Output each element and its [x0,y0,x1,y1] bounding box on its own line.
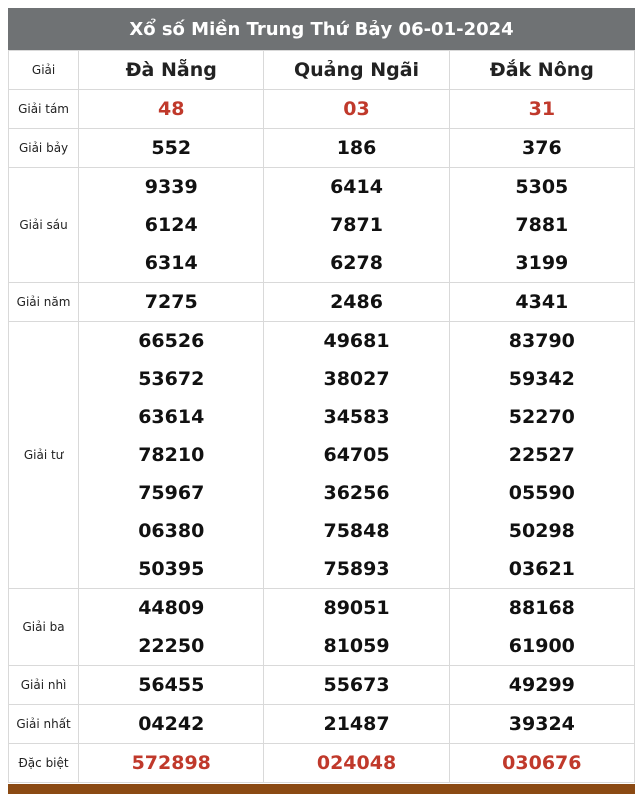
prize-number: 38027 [323,368,390,390]
prize-cell [449,666,634,705]
prize-number: 03621 [508,558,575,580]
results-container [8,8,635,783]
prize-number: 61900 [508,635,575,657]
prize-cell [449,744,634,783]
prize-number: 04242 [138,713,205,735]
prize-row [9,129,635,168]
prize-cell [264,322,449,589]
prize-number: 83790 [508,330,575,352]
prize-number: 89051 [323,597,390,619]
prize-number: 06380 [138,520,205,542]
prize-cell [79,744,264,783]
prize-number: 64705 [323,444,390,466]
province-name: Đà Nẵng [79,51,264,90]
prize-number: 7275 [144,291,198,313]
prize-number: 66526 [138,330,205,352]
prize-number: 39324 [508,713,575,735]
prize-number: 78210 [138,444,205,466]
prize-number: 48 [158,98,185,120]
prize-cell [79,168,264,283]
prize-number: 75967 [138,482,205,504]
prize-row [9,705,635,744]
prize-number: 88168 [508,597,575,619]
results-table [8,50,635,783]
prize-cell [264,90,449,129]
prize-number: 49299 [508,674,575,696]
prize-number: 59342 [508,368,575,390]
prize-row [9,322,635,589]
prize-number: 22527 [508,444,575,466]
province-name: Quảng Ngãi [264,51,449,90]
prize-cell [449,322,634,589]
prize-number: 21487 [323,713,390,735]
prize-number: 56455 [138,674,205,696]
prize-row [9,666,635,705]
page-title: Xổ số Miền Trung Thứ Bảy 06-01-2024 [8,8,635,50]
header-row [9,51,635,90]
prize-label: Đặc biệt [9,744,79,783]
prize-label: Giải ba [9,589,79,666]
prize-number: 024048 [316,752,397,774]
prize-label: Giải tám [9,90,79,129]
prize-number: 5305 [515,176,569,198]
prize-label: Giải tư [9,322,79,589]
prize-label: Giải sáu [9,168,79,283]
prize-number: 05590 [508,482,575,504]
prize-number: 22250 [138,635,205,657]
prize-row [9,90,635,129]
prize-number: 030676 [502,752,582,774]
prize-number: 3199 [515,252,569,274]
prize-cell [79,666,264,705]
prize-number: 52270 [508,406,575,428]
prize-number: 2486 [330,291,383,313]
prize-cell [79,705,264,744]
prize-cell [264,589,449,666]
footer-bar [8,784,635,794]
prize-number: 572898 [131,752,211,774]
prize-number: 9339 [144,176,198,198]
prize-cell [79,90,264,129]
prize-number: 55673 [323,674,390,696]
prize-number: 376 [522,137,562,159]
prize-number: 4341 [515,291,569,313]
prize-number: 34583 [323,406,390,428]
prize-number: 31 [528,98,556,120]
prize-cell [264,744,449,783]
prize-row [9,168,635,283]
prize-cell [449,705,634,744]
prize-number: 75893 [323,558,390,580]
prize-number: 63614 [138,406,205,428]
prize-number: 44809 [138,597,205,619]
prize-number: 6278 [330,252,383,274]
prize-cell [449,283,634,322]
prize-label: Giải năm [9,283,79,322]
prize-cell [79,322,264,589]
prize-label: Giải bảy [9,129,79,168]
prize-number: 49681 [323,330,390,352]
prize-number: 50395 [138,558,205,580]
prize-number: 36256 [323,482,390,504]
prize-number: 6414 [330,176,383,198]
prize-cell [79,283,264,322]
prize-cell [264,129,449,168]
prize-cell [264,705,449,744]
prize-row [9,744,635,783]
prize-cell [449,90,634,129]
prize-number: 6124 [144,214,198,236]
prize-label: Giải nhì [9,666,79,705]
prize-label: Giải nhất [9,705,79,744]
prize-number: 7881 [515,214,569,236]
prize-number: 50298 [508,520,575,542]
prize-cell [264,168,449,283]
prize-number: 186 [336,137,377,159]
prize-number: 6314 [144,252,198,274]
prize-number: 7871 [330,214,383,236]
prize-row [9,283,635,322]
prize-number: 75848 [323,520,390,542]
prize-number: 53672 [138,368,205,390]
prize-cell [79,129,264,168]
prize-cell [264,666,449,705]
prize-row [9,589,635,666]
province-name: Đắk Nông [449,51,634,90]
prize-number: 552 [151,137,192,159]
prize-number: 03 [343,98,370,120]
prize-cell [449,129,634,168]
prize-number: 81059 [323,635,390,657]
prize-cell [79,589,264,666]
prize-cell [264,283,449,322]
prize-cell [449,168,634,283]
prize-header: Giải [9,51,79,90]
prize-cell [449,589,634,666]
